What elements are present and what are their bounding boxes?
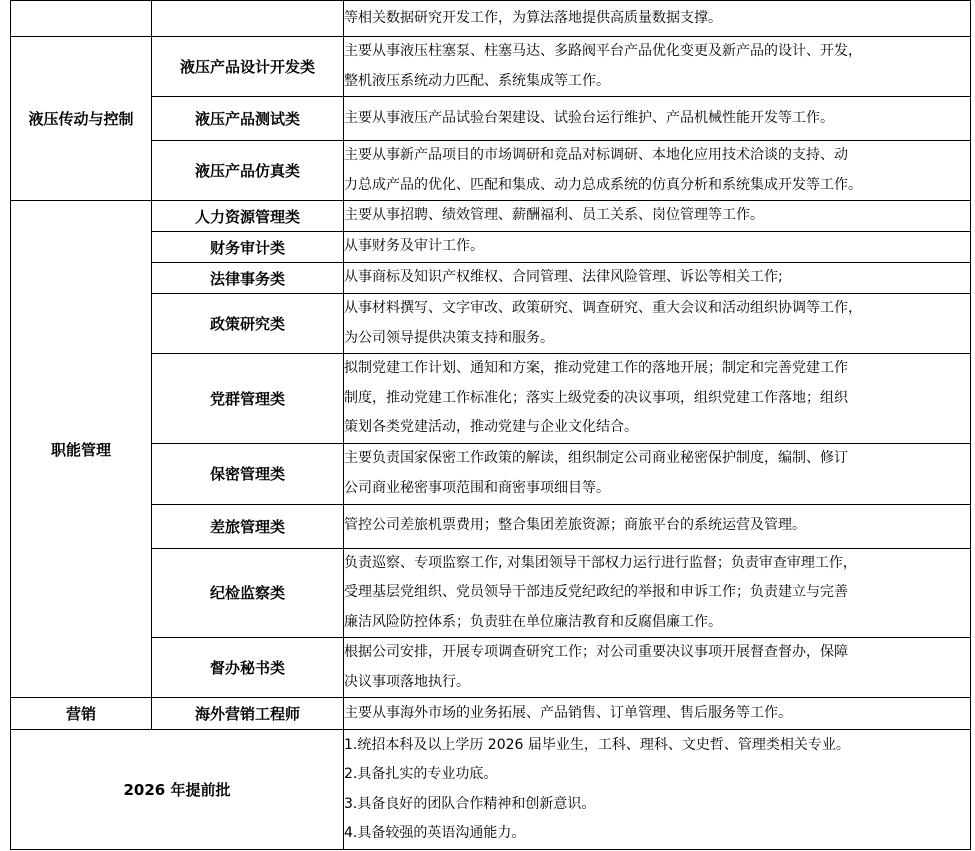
subcategory-travel: 差旅管理类 [152,504,344,548]
subcategory-hydraulic-testing: 液压产品测试类 [152,97,344,141]
table-row [11,354,971,444]
description-cell: 主要从事新产品项目的市场调研和竞品对标调研、本地化应用技术洽谈的支持、动 力总成产品的优化、匹配和集成、动力总成系统的仿真分析和系统集成开发等工作。 [344,141,971,201]
category-cell-empty [11,1,152,37]
subcategory-hr: 人力资源管理类 [152,201,344,232]
subcategory-finance: 财务审计类 [152,232,344,263]
subcategory-discipline-inspection: 纪检监察类 [152,548,344,638]
table-row [11,37,971,97]
table-row [11,294,971,354]
table-row [11,443,971,504]
table-row [11,201,971,232]
description-cell: 主要从事液压产品试验台架建设、试验台运行维护、产品机械性能开发等工作。 [344,97,971,141]
subcategory-cell-empty [152,1,344,37]
description-cell: 从事财务及审计工作。 [344,232,971,263]
subcategory-hydraulic-design: 液压产品设计开发类 [152,37,344,97]
table-row [11,730,971,850]
subcategory-hydraulic-simulation: 液压产品仿真类 [152,141,344,201]
description-cell: 从事商标及知识产权维权、合同管理、法律风险管理、诉讼等相关工作; [344,263,971,294]
requirements-cell: 1.统招本科及以上学历 2026 届毕业生，工科、理科、文史哲、管理类相关专业。 2.具备扎实的专业功底。 3.具备良好的团队合作精神和创新意识。 4.具备较强的英语沟通能力。 [344,730,971,850]
description-cell: 主要从事招聘、绩效管理、薪酬福利、员工关系、岗位管理等工作。 [344,201,971,232]
subcategory-overseas-marketing: 海外营销工程师 [152,698,344,730]
description-cell: 等相关数据研究开发工作，为算法落地提供高质量数据支撑。 [344,1,971,37]
category-2026-early-batch: 2026 年提前批 [11,730,344,850]
description-cell: 负责巡察、专项监察工作, 对集团领导干部权力运行进行监督；负责审查审理工作， 受理基层党组织、党员领导干部违反党纪政纪的举报和申诉工作；负责建立与完善 廉洁风险防控体系；负责驻在单位廉洁教育和反腐倡廉工作。 [344,548,971,638]
category-hydraulics: 液压传动与控制 [11,37,152,201]
subcategory-supervision-secretary: 督办秘书类 [152,638,344,698]
description-cell: 从事材料撰写、文字审改、政策研究、调查研究、重大会议和活动组织协调等工作， 为公司领导提供决策支持和服务。 [344,294,971,354]
table-row [11,97,971,141]
table-row [11,141,971,201]
description-cell: 主要从事海外市场的业务拓展、产品销售、订单管理、售后服务等工作。 [344,698,971,730]
table-row [11,232,971,263]
description-cell: 拟制党建工作计划、通知和方案，推动党建工作的落地开展；制定和完善党建工作 制度，推动党建工作标准化；落实上级党委的决议事项，组织党建工作落地；组织 策划各类党建活动，推动党建与企业文化结合。 [344,354,971,444]
position-table [10,0,971,850]
table-row [11,548,971,638]
description-cell: 主要从事液压柱塞泵、柱塞马达、多路阀平台产品优化变更及新产品的设计、开发， 整机液压系统动力匹配、系统集成等工作。 [344,37,971,97]
category-functional-management: 职能管理 [11,201,152,698]
description-cell: 根据公司安排，开展专项调查研究工作；对公司重要决议事项开展督查督办，保障 决议事项落地执行。 [344,638,971,698]
category-marketing: 营销 [11,698,152,730]
table-row [11,504,971,548]
description-cell: 管控公司差旅机票费用；整合集团差旅资源；商旅平台的系统运营及管理。 [344,504,971,548]
subcategory-legal: 法律事务类 [152,263,344,294]
table-row [11,698,971,730]
table-row [11,638,971,698]
table-row [11,263,971,294]
description-cell: 主要负责国家保密工作政策的解读，组织制定公司商业秘密保护制度，编制、修订 公司商业秘密事项范围和商密事项细目等。 [344,443,971,504]
subcategory-confidentiality: 保密管理类 [152,443,344,504]
table-row [11,1,971,37]
subcategory-policy-research: 政策研究类 [152,294,344,354]
subcategory-party-affairs: 党群管理类 [152,354,344,444]
